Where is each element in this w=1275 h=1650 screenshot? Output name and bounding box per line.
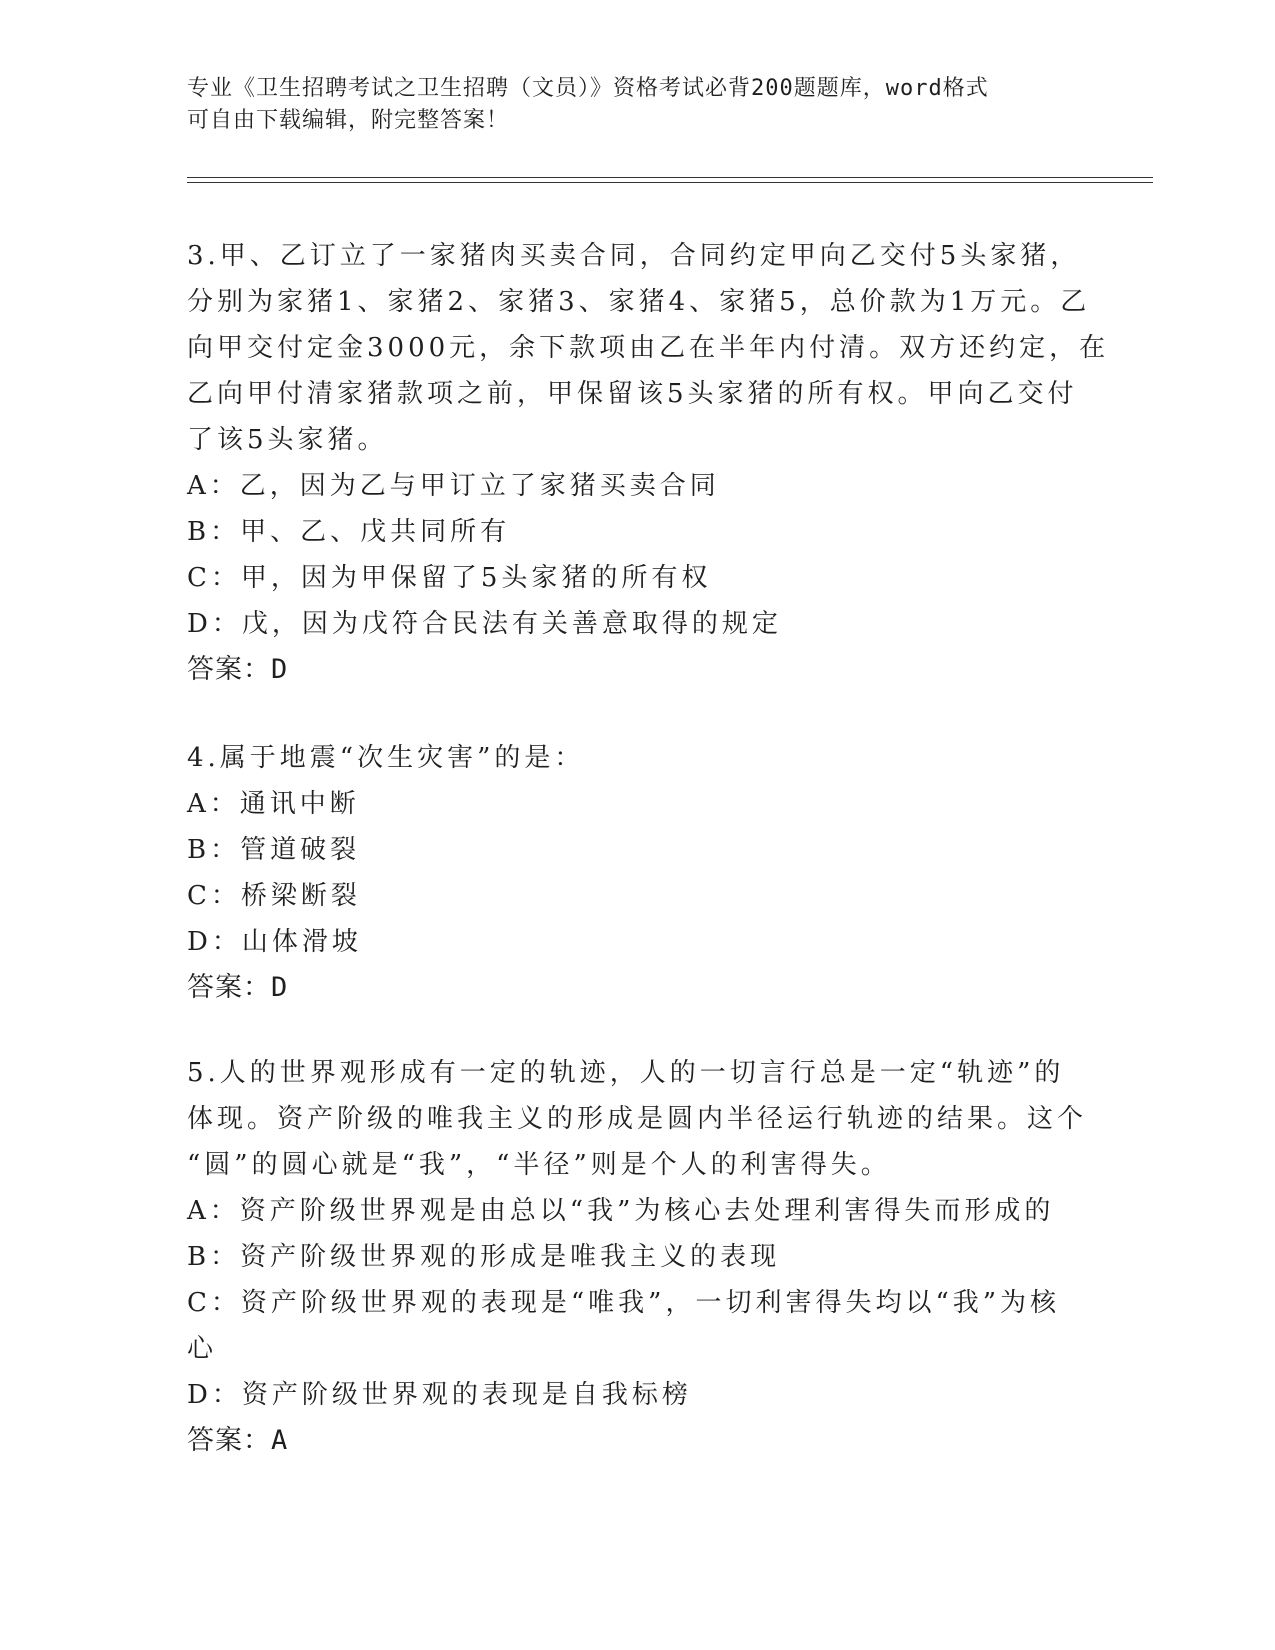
option-a: A：通讯中断 — [187, 789, 360, 819]
option-b: B：甲、乙、戊共同所有 — [187, 517, 511, 547]
option-c-continued: 心 — [187, 1334, 218, 1364]
answer-line — [187, 1418, 1087, 1464]
question-stem-line: 向甲交付定金3000元，余下款项由乙在半年内付清。双方还约定，在 — [187, 333, 1110, 363]
option-c: C：桥梁断裂 — [187, 881, 361, 911]
document-header — [187, 73, 1067, 137]
option-d: D：山体滑坡 — [187, 927, 362, 957]
question-5 — [187, 1050, 1087, 1464]
option-b: B：资产阶级世界观的形成是唯我主义的表现 — [187, 1242, 781, 1272]
header-title-line-2: 可自由下载编辑，附完整答案！ — [187, 108, 510, 133]
question-stem-line: 4.属于地震“次生灾害”的是： — [187, 743, 585, 773]
question-stem-line: 乙向甲付清家猪款项之前，甲保留该5头家猪的所有权。甲向乙交付 — [187, 379, 1078, 409]
question-stem-line: 3.甲、乙订立了一家猪肉买卖合同，合同约定甲向乙交付5头家猪， — [187, 241, 1081, 271]
header-divider-bottom — [187, 182, 1153, 183]
answer-label: 答案： — [187, 654, 271, 685]
question-stem-line: 了该5头家猪。 — [187, 425, 388, 455]
answer-line — [187, 965, 1087, 1011]
option-c: C：资产阶级世界观的表现是“唯我”，一切利害得失均以“我”为核 — [187, 1288, 1061, 1318]
option-a: A：资产阶级世界观是由总以“我”为核心去处理利害得失而形成的 — [187, 1196, 1055, 1226]
answer-label: 答案： — [187, 972, 271, 1003]
question-stem-line: “圆”的圆心就是“我”，“半径”则是个人的利害得失。 — [187, 1150, 891, 1180]
question-stem-line: 体现。资产阶级的唯我主义的形成是圆内半径运行轨迹的结果。这个 — [187, 1104, 1088, 1134]
option-d: D：戊，因为戊符合民法有关善意取得的规定 — [187, 609, 782, 639]
option-b: B：管道破裂 — [187, 835, 361, 865]
question-4 — [187, 735, 1087, 1011]
question-3 — [187, 233, 1110, 693]
answer-line — [187, 647, 1087, 693]
option-a: A：乙，因为乙与甲订立了家猪买卖合同 — [187, 471, 720, 501]
option-c: C：甲，因为甲保留了5头家猪的所有权 — [187, 563, 712, 593]
answer-value: A — [271, 1425, 289, 1456]
header-title-line-1: 专业《卫生招聘考试之卫生招聘（文员）》资格考试必背200题题库，word格式 — [187, 76, 989, 101]
answer-value: D — [271, 654, 289, 685]
answer-value: D — [271, 972, 289, 1003]
question-stem-line: 分别为家猪1、家猪2、家猪3、家猪4、家猪5，总价款为1万元。乙 — [187, 287, 1091, 317]
header-divider-top — [187, 177, 1153, 178]
answer-label: 答案： — [187, 1425, 271, 1456]
question-stem-line: 5.人的世界观形成有一定的轨迹，人的一切言行总是一定“轨迹”的 — [187, 1058, 1065, 1088]
option-d: D：资产阶级世界观的表现是自我标榜 — [187, 1380, 692, 1410]
